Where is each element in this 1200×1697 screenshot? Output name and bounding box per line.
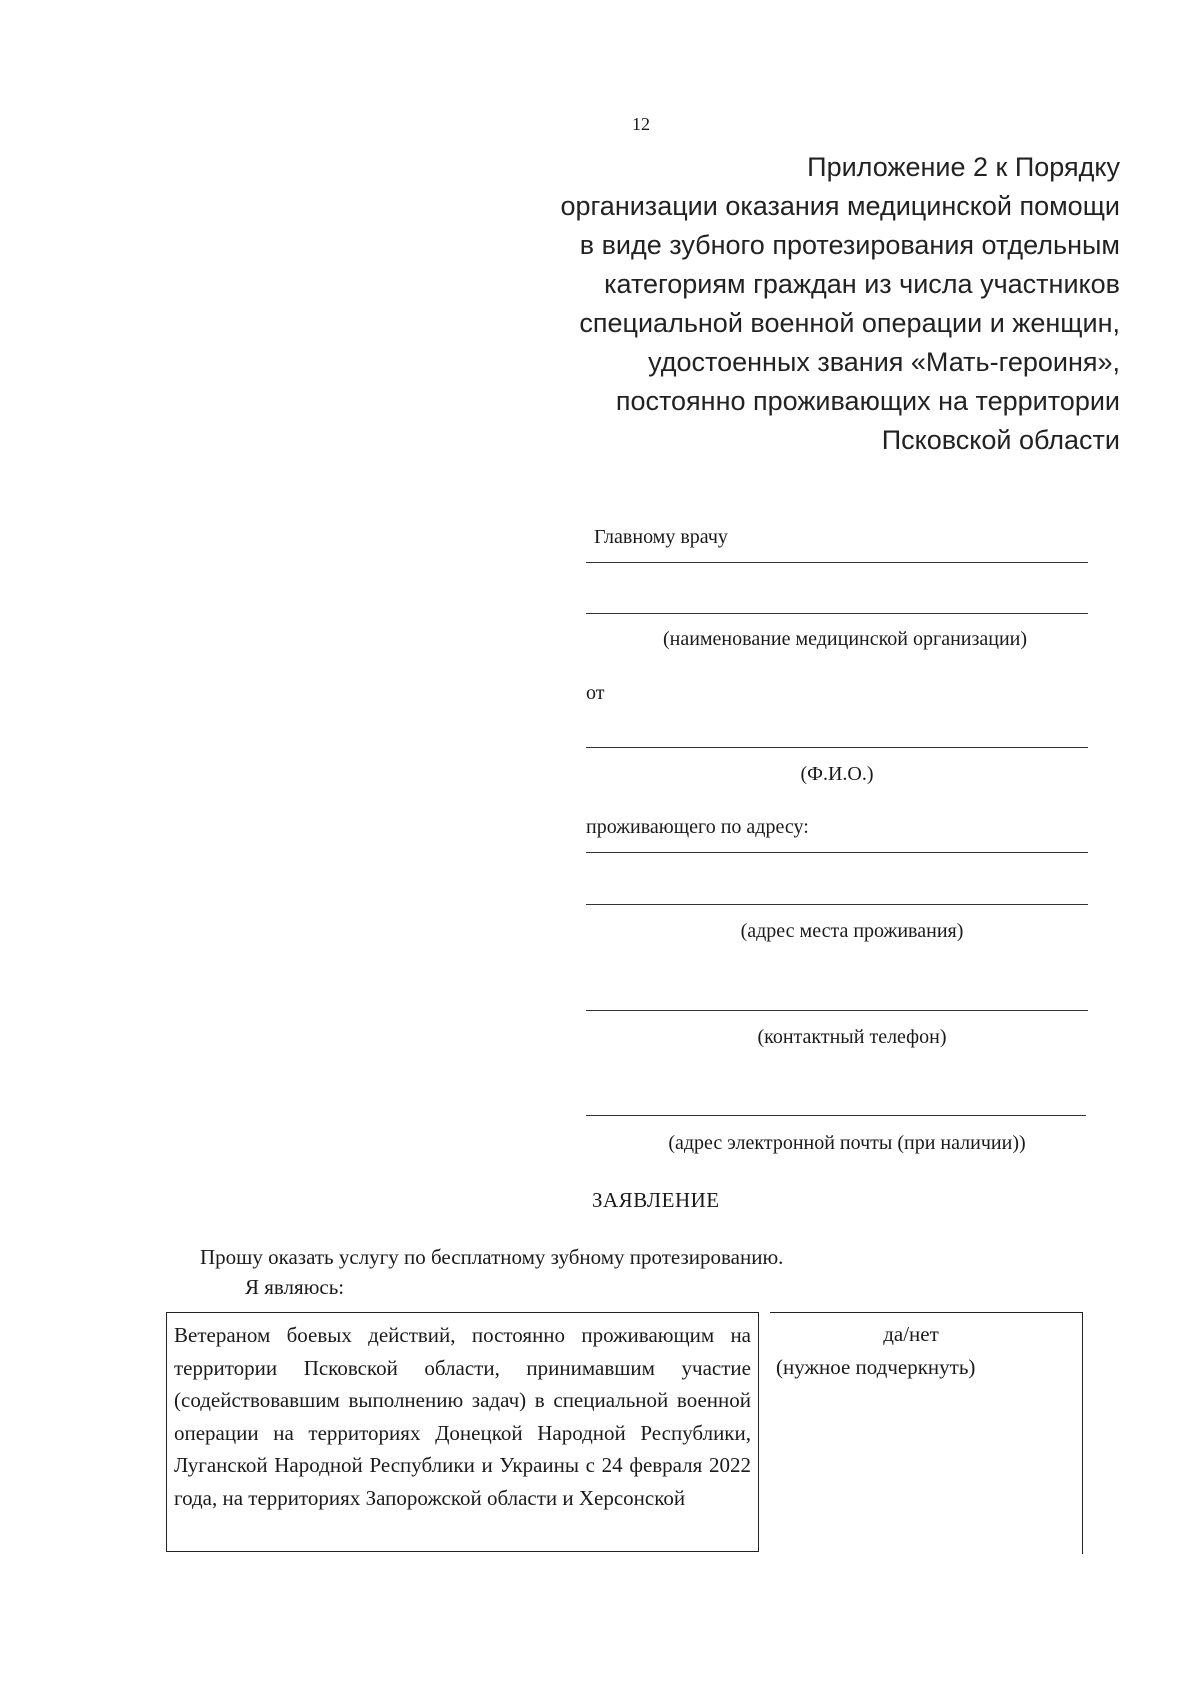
- phone-caption: (контактный телефон): [757, 1026, 947, 1048]
- category-cell: Ветераном боевых действий, постоянно проживающим на территории Псковской области, принимавшим участие (содействовавшим выполнению задач) в специальной военной операции на территориях Донецкой Народной Республики, Луганской Народной Республики и Украины с 24 февраля 2022 года, на территориях Запорожской области и Херсонской: [166, 1312, 759, 1552]
- answer-cell[interactable]: [770, 1318, 1082, 1383]
- phone-line[interactable]: [586, 1010, 1088, 1011]
- appendix-line: категориям граждан из числа участников: [604, 269, 1120, 299]
- email-line[interactable]: [586, 1115, 1086, 1116]
- appendix-line: организации оказания медицинской помощи: [560, 191, 1120, 221]
- appendix-line: специальной военной операции и женщин,: [579, 308, 1120, 338]
- table-border: [1082, 1312, 1083, 1554]
- table-border: [770, 1312, 1082, 1313]
- org-name-line-1[interactable]: [586, 562, 1088, 563]
- request-text: Прошу оказать услугу по бесплатному зубному протезированию.: [200, 1245, 784, 1269]
- email-caption: (адрес электронной почты (при наличии)): [668, 1132, 1026, 1154]
- appendix-line: Псковской области: [881, 425, 1120, 455]
- i-am-text: Я являюсь:: [245, 1275, 345, 1299]
- residing-label: проживающего по адресу:: [586, 816, 809, 838]
- fio-caption: (Ф.И.О.): [800, 763, 874, 785]
- appendix-line: в виде зубного протезирования отдельным: [579, 230, 1120, 260]
- statement-heading: ЗАЯВЛЕНИЕ: [592, 1188, 720, 1212]
- appendix-header: [500, 148, 1120, 460]
- address-line-2[interactable]: [586, 904, 1088, 905]
- chief-doctor-label: Главному врачу: [594, 526, 728, 548]
- underline-hint: (нужное подчеркнуть): [776, 1354, 976, 1379]
- fio-line[interactable]: [586, 747, 1088, 748]
- org-name-line-2[interactable]: [586, 613, 1088, 614]
- yes-no-option[interactable]: да/нет: [883, 1322, 939, 1346]
- from-label: от: [586, 682, 605, 704]
- address-line-1[interactable]: [586, 852, 1088, 853]
- category-table: [166, 1312, 1082, 1554]
- address-caption: (адрес места проживания): [740, 920, 964, 942]
- org-name-caption: (наименование медицинской организации): [662, 628, 1028, 650]
- page-number: 12: [632, 114, 650, 134]
- appendix-line: постоянно проживающих на территории: [615, 386, 1120, 416]
- appendix-line: удостоенных звания «Мать-героиня»,: [648, 347, 1120, 377]
- appendix-line: Приложение 2 к Порядку: [807, 152, 1120, 182]
